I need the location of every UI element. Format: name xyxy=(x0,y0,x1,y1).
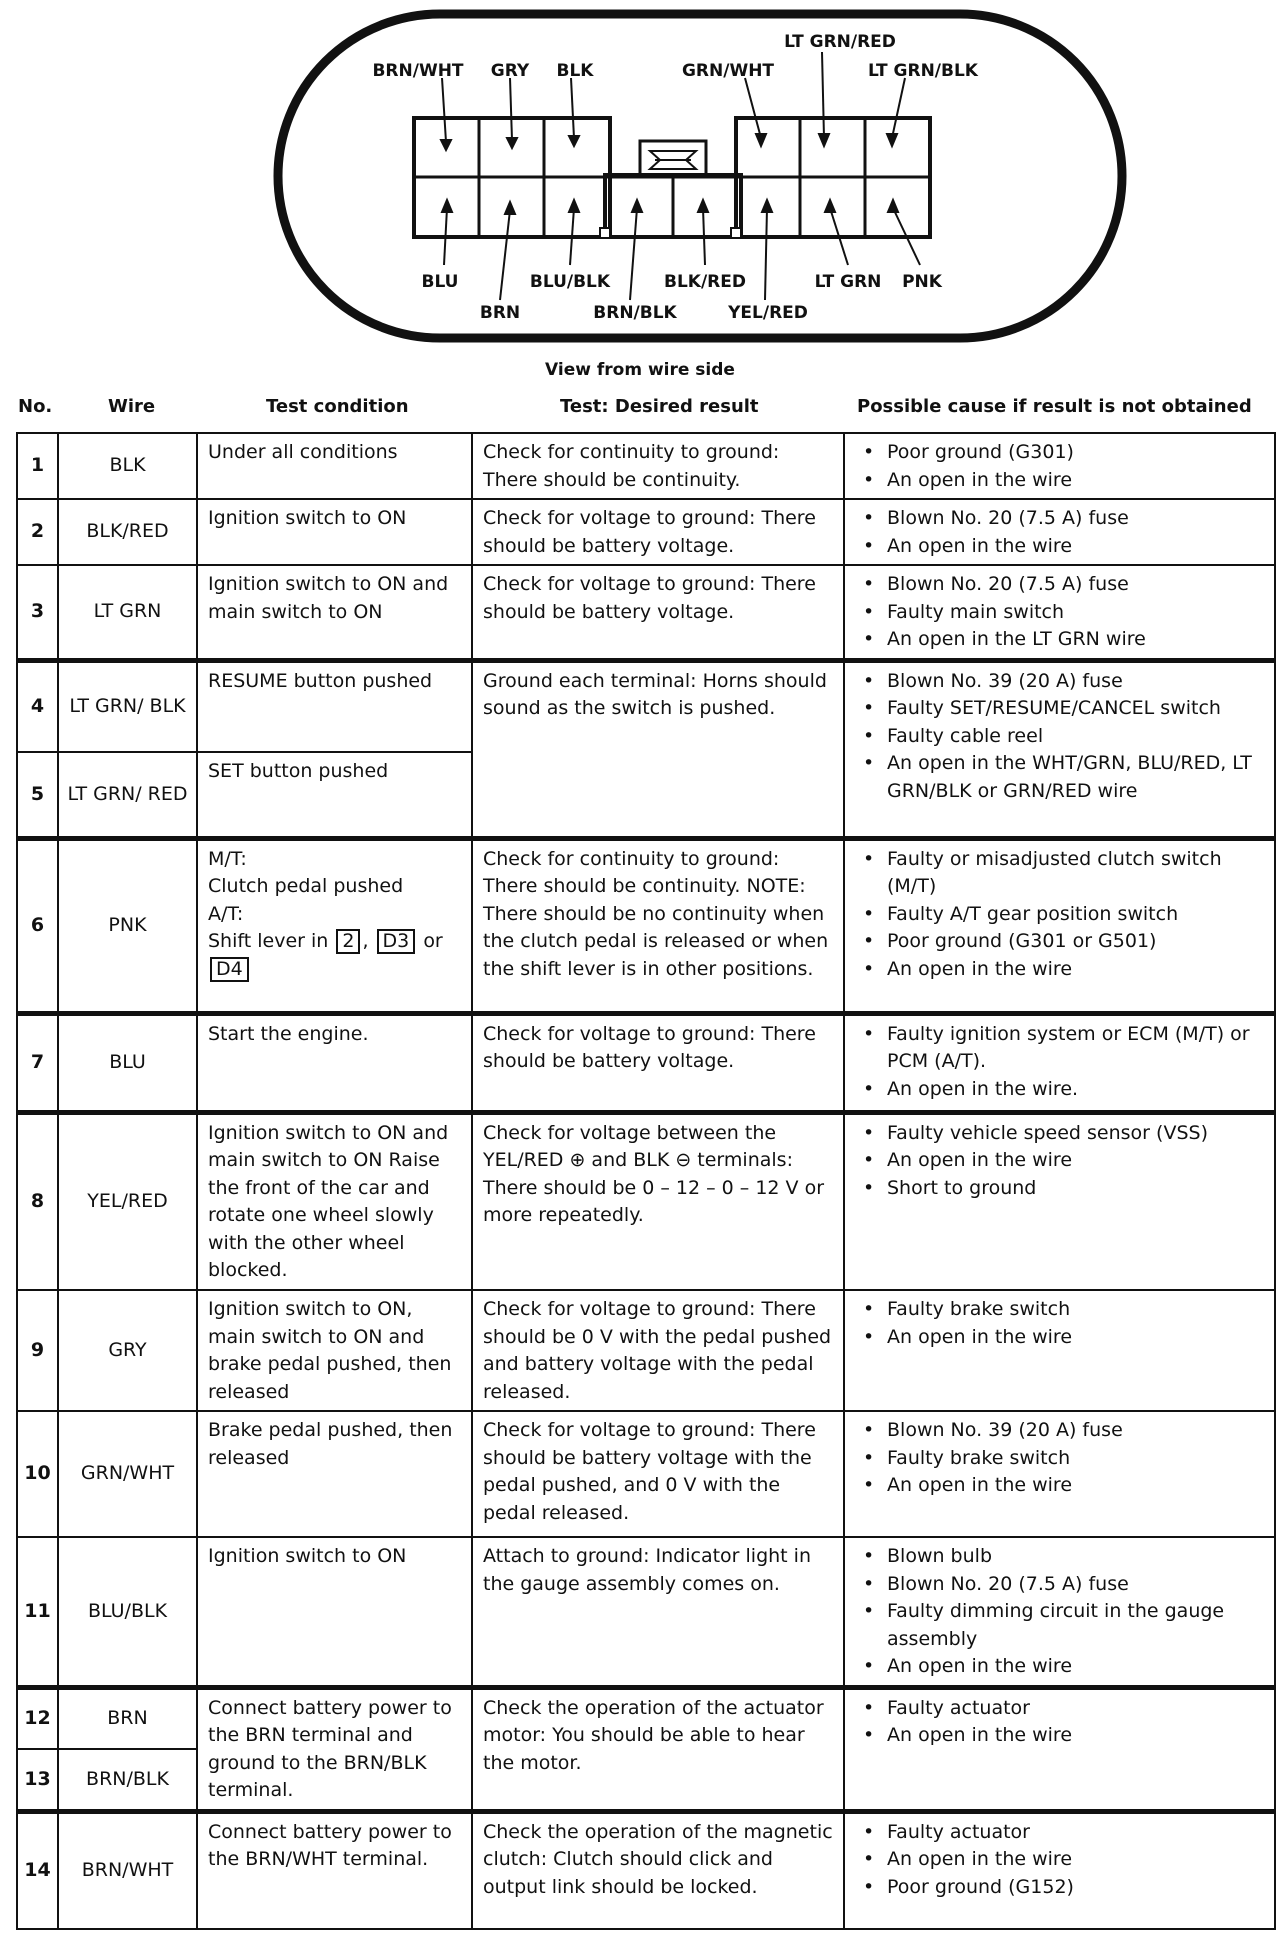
table-row xyxy=(17,1013,1275,1112)
row-causes xyxy=(844,1411,1275,1537)
cause-item: • Poor ground (G301) xyxy=(855,439,1266,467)
gear-position-2: 2 xyxy=(336,929,360,954)
column-header-result: Test: Desired result xyxy=(560,396,759,417)
row-condition: Ignition switch to ON, main switch to ON and brake pedal pushed, then released xyxy=(197,1290,472,1411)
row-result: Check for voltage between the YEL/RED ⊕ and BLK ⊖ terminals: There should be 0 – 12 – 0 – 12 V or more repeatedly. xyxy=(472,1112,844,1290)
row-result: Check for continuity to ground: There should be continuity. NOTE: There should be no continuity when the clutch pedal is released or when the shift lever is in other positions. xyxy=(472,838,844,1013)
cause-item: • An open in the wire xyxy=(855,956,1266,984)
connector-diagram xyxy=(0,0,1280,360)
cause-item: • Blown No. 39 (20 A) fuse xyxy=(855,1417,1266,1445)
wire-label: GRN/WHT xyxy=(681,61,775,81)
cause-item: • Faulty vehicle speed sensor (VSS) xyxy=(855,1120,1266,1148)
wire-label: BRN xyxy=(479,303,521,323)
row-result: Check the operation of the magnetic clutch: Clutch should click and output link should be locked. xyxy=(472,1811,844,1929)
cause-item: • Faulty dimming circuit in the gauge assembly xyxy=(855,1598,1266,1653)
row-number: 10 xyxy=(17,1411,58,1537)
cause-item: • Faulty or misadjusted clutch switch (M/T) xyxy=(855,846,1266,901)
row-condition: Connect battery power to the BRN/WHT terminal. xyxy=(197,1811,472,1929)
row-number: 2 xyxy=(17,499,58,565)
wire-label: LT GRN/BLK xyxy=(868,61,978,81)
shift-lever-line xyxy=(208,928,463,956)
row-wire: BRN xyxy=(58,1687,197,1749)
row-causes xyxy=(844,433,1275,499)
wire-label: GRY xyxy=(490,61,530,81)
table-row xyxy=(17,1811,1275,1929)
cause-item: • Short to ground xyxy=(855,1175,1266,1203)
shift-lever-text: Shift lever in xyxy=(208,930,329,952)
cause-item: • Blown No. 20 (7.5 A) fuse xyxy=(855,1571,1266,1599)
row-condition: Ignition switch to ON and main switch to ON xyxy=(197,565,472,660)
row-causes xyxy=(844,1687,1275,1811)
table-row xyxy=(17,660,1275,752)
wire-label: LT GRN xyxy=(814,272,882,292)
cause-item: • An open in the wire xyxy=(855,1324,1266,1352)
row-wire: GRY xyxy=(58,1290,197,1411)
row-result: Check for continuity to ground: There should be continuity. xyxy=(472,433,844,499)
row-result: Check for voltage to ground: There should be battery voltage. xyxy=(472,565,844,660)
table-row xyxy=(17,1537,1275,1687)
table-row xyxy=(17,499,1275,565)
cause-item: • An open in the wire xyxy=(855,533,1266,561)
row-number: 7 xyxy=(17,1013,58,1112)
row-condition: Connect battery power to the BRN terminal and ground to the BRN/BLK terminal. xyxy=(197,1687,472,1811)
column-header-wire: Wire xyxy=(108,396,156,417)
row-number: 12 xyxy=(17,1687,58,1749)
row-condition: Ignition switch to ON xyxy=(197,499,472,565)
wire-label: BLK xyxy=(556,61,594,81)
row-result: Check for voltage to ground: There should be battery voltage. xyxy=(472,499,844,565)
row-causes xyxy=(844,660,1275,838)
row-wire: GRN/WHT xyxy=(58,1411,197,1537)
test-table xyxy=(16,432,1276,1930)
row-result: Ground each terminal: Horns should sound as the switch is pushed. xyxy=(472,660,844,838)
row-number: 14 xyxy=(17,1811,58,1929)
row-causes xyxy=(844,1112,1275,1290)
row-result: Check for voltage to ground: There should be 0 V with the pedal pushed and battery voltage with the pedal released. xyxy=(472,1290,844,1411)
table-row xyxy=(17,565,1275,660)
row-number: 1 xyxy=(17,433,58,499)
cause-item: • Faulty actuator xyxy=(855,1819,1266,1847)
row-causes xyxy=(844,499,1275,565)
wire-label: YEL/RED xyxy=(728,303,808,323)
row-condition: Ignition switch to ON and main switch to ON Raise the front of the car and rotate one wheel slowly with the other wheel blocked. xyxy=(197,1112,472,1290)
row-wire: BLK xyxy=(58,433,197,499)
row-number: 6 xyxy=(17,838,58,1013)
table-row xyxy=(17,838,1275,1013)
separator: , xyxy=(362,930,369,952)
cause-item: • An open in the WHT/GRN, BLU/RED, LT GRN/BLK or GRN/RED wire xyxy=(855,750,1266,805)
cause-item: • Blown No. 20 (7.5 A) fuse xyxy=(855,505,1266,533)
row-number: 13 xyxy=(17,1749,58,1811)
wire-label: BLU/BLK xyxy=(529,272,611,292)
row-wire: LT GRN/ RED xyxy=(58,752,197,838)
cause-item: • An open in the wire. xyxy=(855,1076,1266,1104)
row-causes xyxy=(844,1013,1275,1112)
row-result: Attach to ground: Indicator light in the gauge assembly comes on. xyxy=(472,1537,844,1687)
cause-item: • Faulty ignition system or ECM (M/T) or PCM (A/T). xyxy=(855,1021,1266,1076)
row-causes xyxy=(844,565,1275,660)
cause-item: • An open in the wire xyxy=(855,1722,1266,1750)
table-row xyxy=(17,1112,1275,1290)
cause-item: • Faulty A/T gear position switch xyxy=(855,901,1266,929)
row-wire: LT GRN xyxy=(58,565,197,660)
column-header-cause: Possible cause if result is not obtained xyxy=(857,396,1252,417)
cause-item: • An open in the wire xyxy=(855,1846,1266,1874)
row-wire: BLK/RED xyxy=(58,499,197,565)
wire-label: BLK/RED xyxy=(664,272,746,292)
row-number: 3 xyxy=(17,565,58,660)
cause-item: • An open in the wire xyxy=(855,1653,1266,1681)
table-row xyxy=(17,1290,1275,1411)
row-wire: LT GRN/ BLK xyxy=(58,660,197,752)
cause-item: • An open in the wire xyxy=(855,1147,1266,1175)
row-condition: RESUME button pushed xyxy=(197,660,472,752)
row-wire: BRN/WHT xyxy=(58,1811,197,1929)
row-wire: BLU/BLK xyxy=(58,1537,197,1687)
wire-label: BLU xyxy=(421,272,459,292)
row-condition: SET button pushed xyxy=(197,752,472,838)
table-row xyxy=(17,433,1275,499)
row-result: Check for voltage to ground: There should be battery voltage. xyxy=(472,1013,844,1112)
table-row xyxy=(17,1411,1275,1537)
row-condition: Start the engine. xyxy=(197,1013,472,1112)
table-header xyxy=(0,396,1280,426)
row-wire: YEL/RED xyxy=(58,1112,197,1290)
row-number: 9 xyxy=(17,1290,58,1411)
row-condition: Brake pedal pushed, then released xyxy=(197,1411,472,1537)
cause-item: • Blown No. 20 (7.5 A) fuse xyxy=(855,571,1266,599)
row-result: Check for voltage to ground: There should be battery voltage with the pedal pushed, and 0 V with the pedal released. xyxy=(472,1411,844,1537)
gear-position-d3: D3 xyxy=(377,929,416,954)
row-wire: PNK xyxy=(58,838,197,1013)
cause-item: • Faulty brake switch xyxy=(855,1296,1266,1324)
diagram-caption: View from wire side xyxy=(545,360,735,380)
gear-position-d4: D4 xyxy=(210,957,249,982)
cause-item: • An open in the LT GRN wire xyxy=(855,626,1266,654)
or-text: or xyxy=(423,930,443,952)
row-number: 8 xyxy=(17,1112,58,1290)
condition-line: Clutch pedal pushed xyxy=(208,875,404,897)
row-result: Check the operation of the actuator motor: You should be able to hear the motor. xyxy=(472,1687,844,1811)
row-causes xyxy=(844,838,1275,1013)
cause-item: • An open in the wire xyxy=(855,1472,1266,1500)
wire-label: BRN/WHT xyxy=(372,61,464,81)
cause-item: • Faulty main switch xyxy=(855,599,1266,627)
cause-item: • Faulty actuator xyxy=(855,1695,1266,1723)
condition-line: A/T: xyxy=(208,902,244,925)
row-number: 4 xyxy=(17,660,58,752)
row-condition: Ignition switch to ON xyxy=(197,1537,472,1687)
row-wire: BRN/BLK xyxy=(58,1749,197,1811)
condition-line: M/T: xyxy=(208,847,247,870)
cause-item: • Poor ground (G152) xyxy=(855,1874,1266,1902)
column-header-no: No. xyxy=(18,396,53,417)
table-row xyxy=(17,1687,1275,1749)
row-number: 11 xyxy=(17,1537,58,1687)
wire-label: BRN/BLK xyxy=(593,303,677,323)
cause-item: • An open in the wire xyxy=(855,467,1266,495)
cause-item: • Blown No. 39 (20 A) fuse xyxy=(855,668,1266,696)
cause-item: • Blown bulb xyxy=(855,1543,1266,1571)
cause-item: • Poor ground (G301 or G501) xyxy=(855,928,1266,956)
cause-item: • Faulty SET/RESUME/CANCEL switch xyxy=(855,695,1266,723)
row-number: 5 xyxy=(17,752,58,838)
wire-label: LT GRN/RED xyxy=(784,32,896,52)
row-causes xyxy=(844,1811,1275,1929)
row-wire: BLU xyxy=(58,1013,197,1112)
row-causes xyxy=(844,1290,1275,1411)
wire-label: PNK xyxy=(902,272,942,292)
column-header-condition: Test condition xyxy=(266,396,409,417)
cause-item: • Faulty brake switch xyxy=(855,1445,1266,1473)
row-condition xyxy=(197,838,472,1013)
row-condition: Under all conditions xyxy=(197,433,472,499)
row-causes xyxy=(844,1537,1275,1687)
cause-item: • Faulty cable reel xyxy=(855,723,1266,751)
